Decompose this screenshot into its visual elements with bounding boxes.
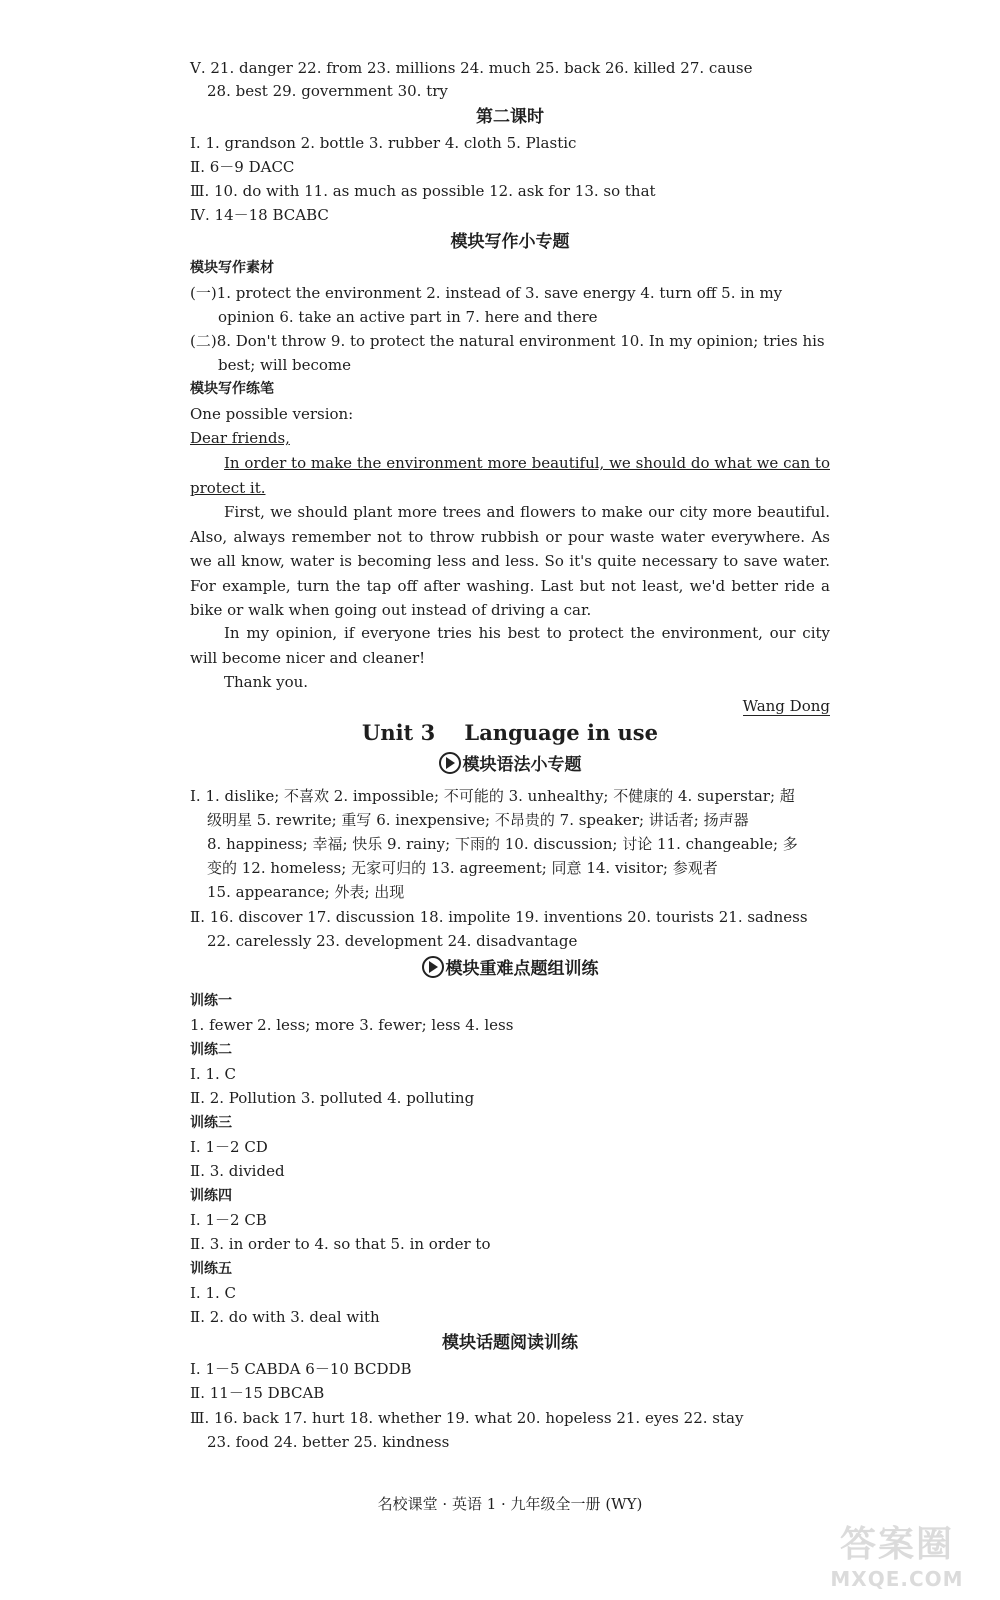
letter-closing: Thank you. [224,673,309,691]
answer-line: Ⅱ. 11－15 DBCAB [190,1384,325,1402]
answer-line: (一)1. protect the environment 2. instead of 3. save energy 4. turn off 5. in my [190,284,783,302]
answer-line: 变的 12. homeless; 无家可归的 13. agreement; 同意 14. visitor; 参观者 [207,859,718,877]
lesson2-heading: 第二课时 [476,107,544,127]
drill-heading: 模块重难点题组训练 [190,956,830,982]
letter-signature: Wang Dong [742,697,830,715]
drill-label: 训练三 [190,1115,232,1131]
answer-line: Ⅱ. 6－9 DACC [190,158,295,176]
answer-line: Ⅰ. 1. C [190,1065,237,1083]
letter-paragraph: In order to make the environment more beautiful, we should do what we can to protect it. [190,454,830,497]
answer-line: opinion 6. take an active part in 7. here and there [218,308,598,326]
answer-line: Ⅱ. 3. in order to 4. so that 5. in order to [190,1235,491,1253]
answer-line: Ⅱ. 2. do with 3. deal with [190,1308,380,1326]
writing-material-label: 模块写作素材 [190,260,274,276]
page-footer: 名校课堂 · 英语 1 · 九年级全一册 (WY) [377,1495,643,1513]
writing-heading: 模块写作小专题 [450,232,570,252]
answer-line: Ⅴ. 21. danger 22. from 23. millions 24. much 25. back 26. killed 27. cause [190,59,753,77]
answer-line: best; will become [218,356,352,374]
answer-line: 级明星 5. rewrite; 重写 6. inexpensive; 不昂贵的 7. speaker; 讲话者; 扬声器 [207,811,749,829]
drill-label: 训练二 [190,1042,232,1058]
answer-line: Ⅰ. 1－5 CABDA 6－10 BCDDB [190,1360,412,1378]
answer-line: Ⅱ. 3. divided [190,1162,285,1180]
answer-line: 28. best 29. government 30. try [207,82,448,100]
version-label: One possible version: [190,405,354,423]
answer-line: 22. carelessly 23. development 24. disadvantage [207,932,578,950]
answer-line: Ⅰ. 1. C [190,1284,237,1302]
answer-line: 8. happiness; 幸福; 快乐 9. rainy; 下雨的 10. discussion; 讨论 11. changeable; 多 [207,835,798,853]
answer-line: Ⅱ. 16. discover 17. discussion 18. impolite 19. inventions 20. tourists 21. sadness [190,908,808,926]
letter-greeting: Dear friends, [190,429,290,447]
answer-line: Ⅳ. 14－18 BCABC [190,206,329,224]
answer-line: Ⅰ. 1－2 CB [190,1211,267,1229]
answer-line: Ⅲ. 16. back 17. hurt 18. whether 19. what 20. hopeless 21. eyes 22. stay [190,1409,744,1427]
arrow-right-icon [422,956,444,978]
drill-label: 训练一 [190,993,232,1009]
watermark-logo: 答案圈 MXQE.COM [830,1524,964,1591]
answer-line: 1. fewer 2. less; more 3. fewer; less 4. less [190,1016,514,1034]
answer-line: Ⅲ. 10. do with 11. as much as possible 12. ask for 13. so that [190,182,656,200]
reading-heading: 模块话题阅读训练 [442,1333,578,1353]
answer-line: Ⅰ. 1－2 CD [190,1138,268,1156]
letter-paragraph: First, we should plant more trees and flowers to make our city more beautiful. Also, always remember not to throw rubbish or pour waste water everywhere. As we all know, water is becoming less and less. So it's quite necessary to save water. For example, turn the tap off after washing. Last but not least, we'd better ride a bike or walk when going out instead of driving a car. [190,503,830,619]
letter-paragraph: In my opinion, if everyone tries his best to protect the environment, our city will become nicer and cleaner! [190,624,830,667]
grammar-heading: 模块语法小专题 [190,752,830,778]
drill-label: 训练四 [190,1188,232,1204]
answer-line: 23. food 24. better 25. kindness [207,1433,450,1451]
writing-practice-label: 模块写作练笔 [190,381,274,397]
answer-line: 15. appearance; 外表; 出现 [207,883,405,901]
answer-line: Ⅰ. 1. grandson 2. bottle 3. rubber 4. cloth 5. Plastic [190,134,577,152]
unit-title: Unit 3 Language in use [362,720,658,745]
arrow-right-icon [439,752,461,774]
drill-label: 训练五 [190,1261,232,1277]
answer-line: (二)8. Don't throw 9. to protect the natural environment 10. In my opinion; tries his [190,332,825,350]
answer-line: Ⅰ. 1. dislike; 不喜欢 2. impossible; 不可能的 3. unhealthy; 不健康的 4. superstar; 超 [190,787,795,805]
answer-line: Ⅱ. 2. Pollution 3. polluted 4. polluting [190,1089,475,1107]
